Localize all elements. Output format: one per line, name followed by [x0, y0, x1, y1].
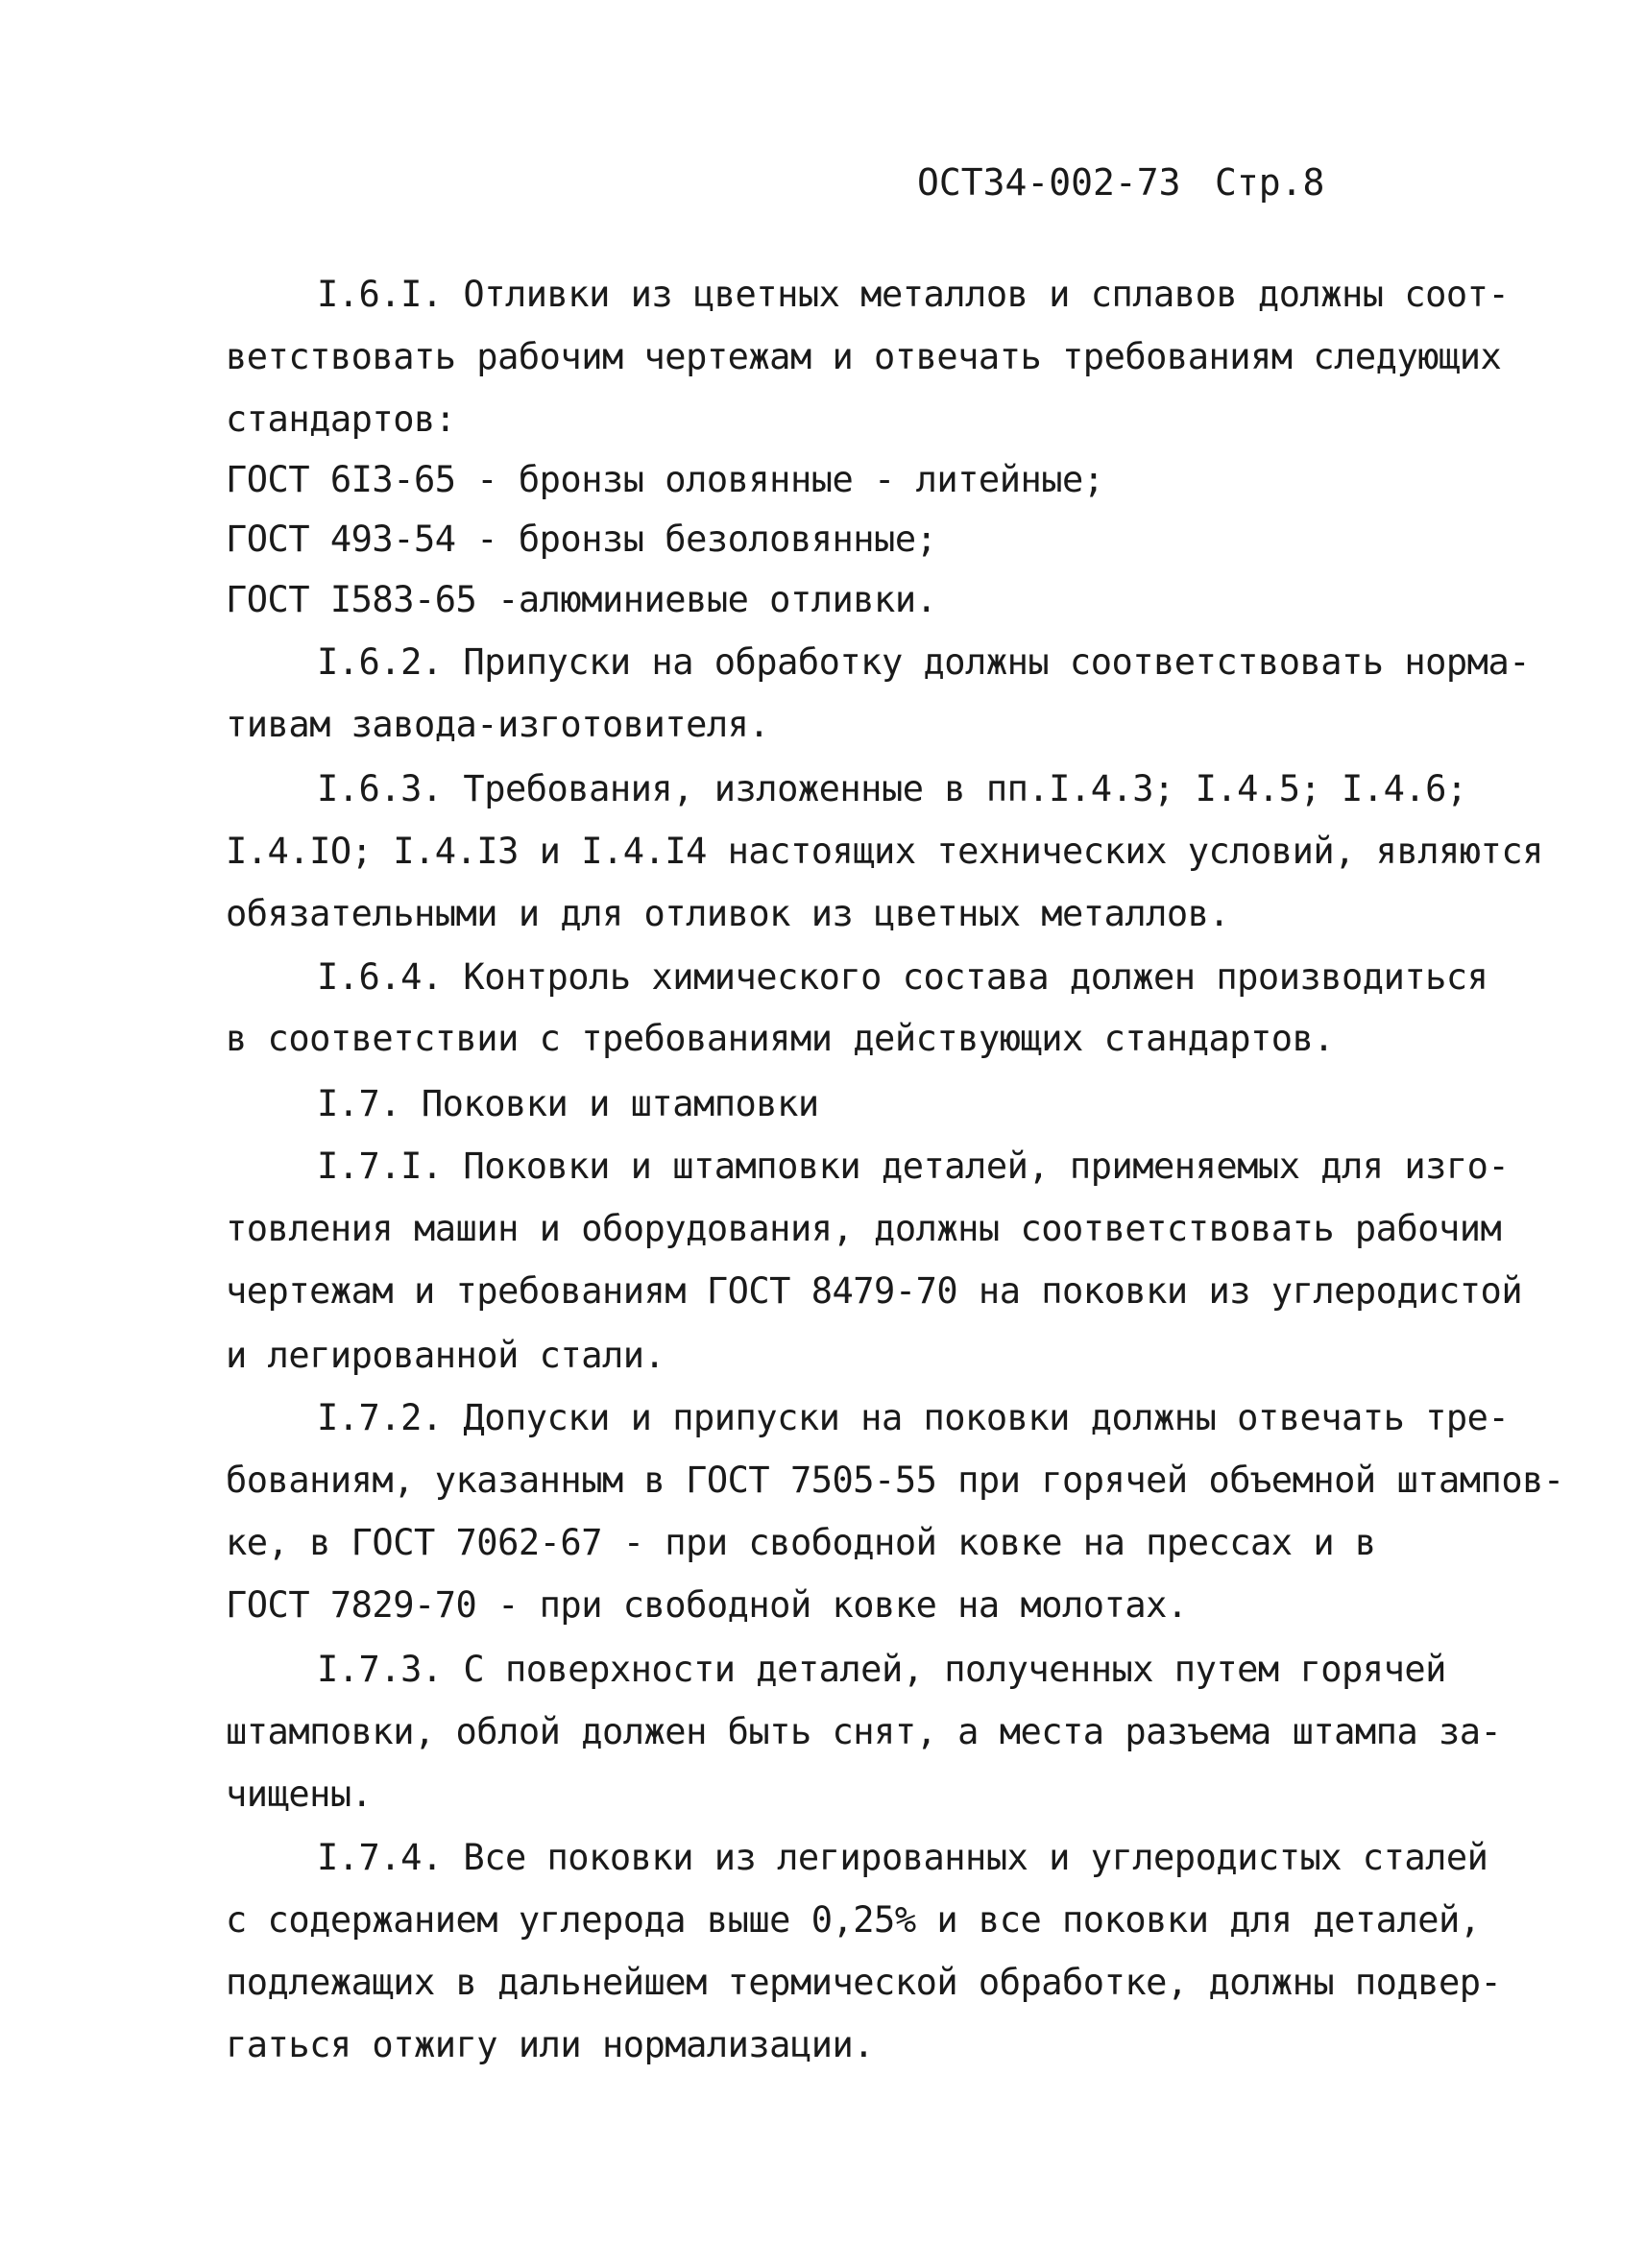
text-line: товления машин и оборудования, должны соответствовать рабочим	[226, 1208, 1502, 1249]
text-line: ГОСТ 7829-70 - при свободной ковке на молотах.	[226, 1584, 1188, 1626]
text-line: ГОСТ 493-54 - бронзы безоловянные;	[226, 519, 937, 560]
text-line: I.7.2. Допуски и припуски на поковки должны отвечать тре-	[317, 1397, 1510, 1438]
text-line: чищены.	[226, 1773, 373, 1815]
text-line: и легированной стали.	[226, 1335, 665, 1376]
text-line: I.6.I. Отливки из цветных металлов и сплавов должны соот-	[317, 274, 1510, 315]
text-line: с содержанием углерода выше 0,25% и все поковки для деталей,	[226, 1899, 1481, 1941]
text-line: ГОСТ 6I3-65 - бронзы оловянные - литейные;	[226, 459, 1104, 500]
text-line: I.6.3. Требования, изложенные в пп.I.4.3; I.4.5; I.4.6;	[317, 768, 1467, 809]
document-code: ОСТ34-002-73	[917, 161, 1181, 204]
section-heading: I.7. Поковки и штамповки	[317, 1083, 819, 1124]
text-line: обязательными и для отливок из цветных металлов.	[226, 893, 1230, 934]
text-line: подлежащих в дальнейшем термической обработке, должны подвер-	[226, 1962, 1502, 2003]
text-line: тивам завода-изготовителя.	[226, 704, 770, 745]
page-number: Стр.8	[1215, 161, 1325, 204]
text-line: гаться отжигу или нормализации.	[226, 2024, 875, 2065]
text-line: ветствовать рабочим чертежам и отвечать требованиям следующих	[226, 336, 1502, 377]
text-line: I.7.I. Поковки и штамповки деталей, применяемых для изго-	[317, 1146, 1510, 1187]
text-line: I.7.3. С поверхности деталей, полученных путем горячей	[317, 1649, 1446, 1690]
text-line: в соответствии с требованиями действующих стандартов.	[226, 1018, 1335, 1059]
text-line: I.6.2. Припуски на обработку должны соответствовать норма-	[317, 641, 1531, 683]
text-line: штамповки, облой должен быть снят, а места разъема штампа за-	[226, 1711, 1502, 1752]
text-line: I.4.IO; I.4.I3 и I.4.I4 настоящих технических условий, являются	[226, 831, 1543, 872]
text-line: ке, в ГОСТ 7062-67 - при свободной ковке на прессах и в	[226, 1522, 1376, 1563]
text-line: бованиям, указанным в ГОСТ 7505-55 при горячей объемной штампов-	[226, 1460, 1564, 1501]
text-line: стандартов:	[226, 398, 456, 440]
text-line: чертежам и требованиям ГОСТ 8479-70 на поковки из углеродистой	[226, 1270, 1523, 1312]
text-line: I.7.4. Все поковки из легированных и углеродистых сталей	[317, 1837, 1488, 1878]
text-line: I.6.4. Контроль химического состава должен производиться	[317, 956, 1488, 998]
text-line: ГОСТ I583-65 -алюминиевые отливки.	[226, 579, 937, 620]
